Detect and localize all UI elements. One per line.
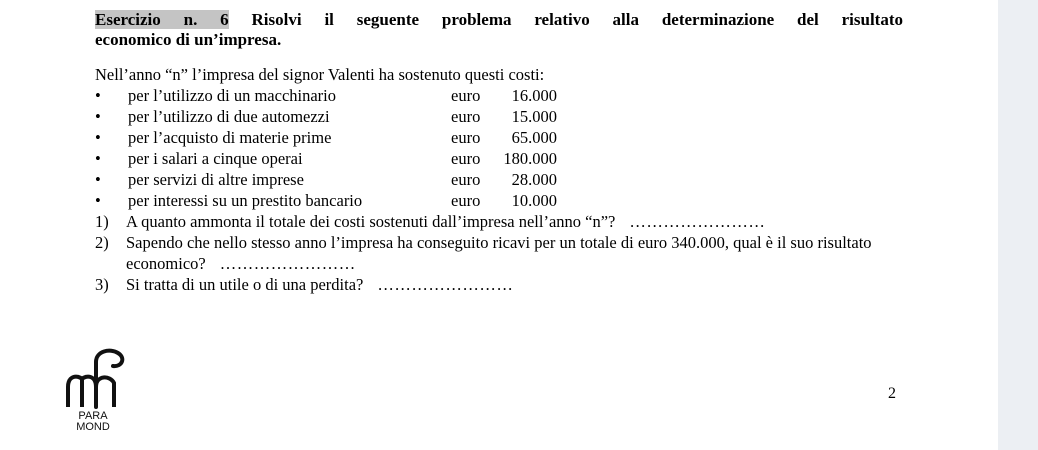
heading-instruction: Risolvi il seguente problema relativo alla determinazione del risultato <box>251 10 904 29</box>
answer-blank[interactable]: …………………… <box>629 212 766 231</box>
question-item <box>95 274 903 295</box>
cost-currency: euro <box>451 86 481 105</box>
paramond-logo <box>60 345 126 435</box>
exercise-heading <box>95 10 903 50</box>
heading-line-2: economico di un’impresa. <box>95 30 282 49</box>
cost-currency: euro <box>451 128 481 147</box>
cost-amount: 10.000 <box>511 191 557 210</box>
cost-amount: 15.000 <box>511 107 557 126</box>
exercise-content <box>95 10 903 295</box>
cost-amount: 65.000 <box>511 128 557 147</box>
cost-currency: euro <box>451 191 481 210</box>
question-text: Sapendo che nello stesso anno l’impresa ha conseguito ricavi per un totale di euro 340.000, qual è il suo risultato economico? <box>126 233 872 273</box>
question-item <box>95 232 903 274</box>
question-item <box>95 211 903 232</box>
logo-n-stroke <box>96 377 114 407</box>
answer-blank[interactable]: …………………… <box>377 275 514 294</box>
bullet-icon: • <box>95 107 101 126</box>
cost-amount: 16.000 <box>511 86 557 105</box>
cost-item <box>95 190 903 211</box>
cost-amount: 180.000 <box>503 149 557 168</box>
cost-list <box>95 85 903 211</box>
question-number: 3) <box>95 275 109 294</box>
logo-text-para: PARA <box>78 410 108 422</box>
bullet-icon: • <box>95 128 101 147</box>
exercise-number-label: Esercizio n. 6 <box>95 10 229 29</box>
question-text: A quanto ammonta il totale dei costi sostenuti dall’impresa nell’anno “n”? <box>126 212 616 231</box>
cost-item <box>95 127 903 148</box>
question-number: 1) <box>95 212 109 231</box>
cost-description: per l’acquisto di materie prime <box>128 128 332 147</box>
cost-item <box>95 148 903 169</box>
question-text: Si tratta di un utile o di una perdita? <box>126 275 364 294</box>
question-list <box>95 211 903 295</box>
cost-item <box>95 106 903 127</box>
bullet-icon: • <box>95 191 101 210</box>
cost-description: per servizi di altre imprese <box>128 170 304 189</box>
page-number: 2 <box>888 385 896 402</box>
intro-text: Nell’anno “n” l’impresa del signor Valenti ha sostenuto questi costi: <box>95 65 545 84</box>
cost-currency: euro <box>451 149 481 168</box>
cost-description: per l’utilizzo di due automezzi <box>128 107 330 126</box>
bullet-icon: • <box>95 170 101 189</box>
cost-amount: 28.000 <box>511 170 557 189</box>
cost-item <box>95 85 903 106</box>
cost-currency: euro <box>451 107 481 126</box>
cost-item <box>95 169 903 190</box>
bullet-icon: • <box>95 86 101 105</box>
logo-text-mond: MOND <box>76 421 110 433</box>
cost-description: per interessi su un prestito bancario <box>128 191 363 210</box>
answer-blank[interactable]: …………………… <box>219 254 356 273</box>
cost-description: per l’utilizzo di un macchinario <box>128 86 337 105</box>
question-number: 2) <box>95 233 109 252</box>
side-panel <box>998 0 1038 450</box>
cost-description: per i salari a cinque operai <box>128 149 303 168</box>
bullet-icon: • <box>95 149 101 168</box>
heading-line-1 <box>95 10 903 30</box>
cost-currency: euro <box>451 170 481 189</box>
